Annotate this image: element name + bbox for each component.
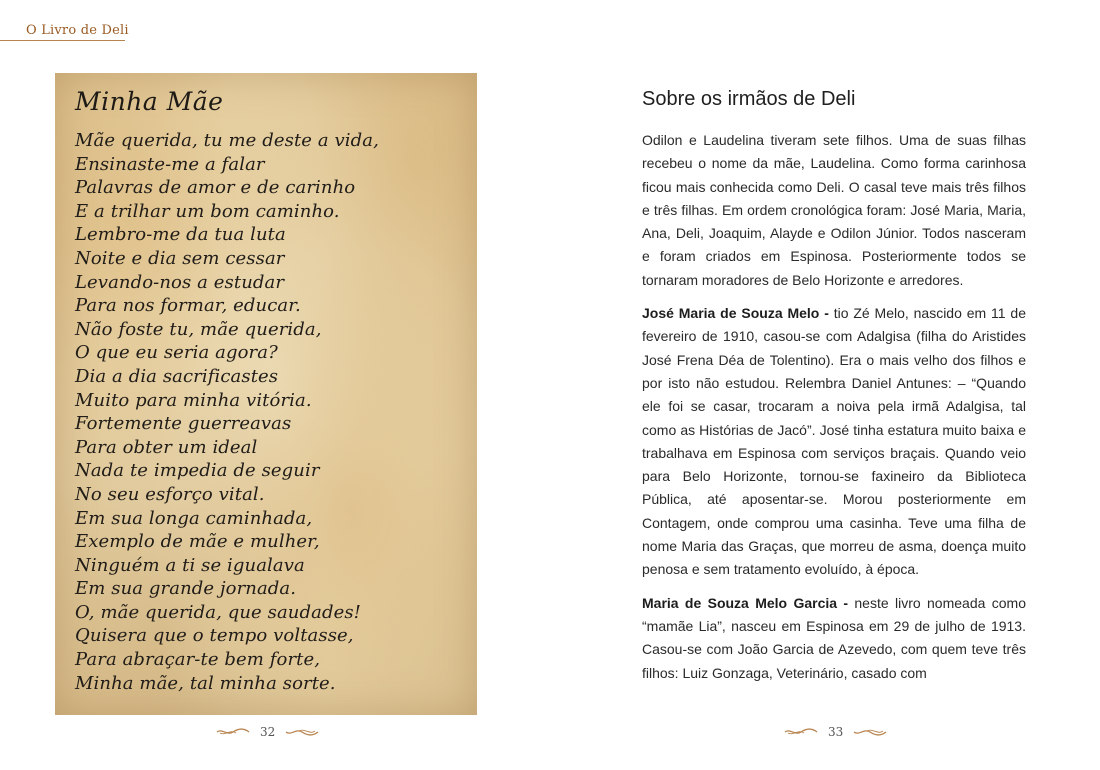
paragraph-jose-maria — [642, 302, 1026, 582]
poem-parchment — [55, 73, 477, 715]
poem-line: Para abraçar-te bem forte, — [75, 649, 321, 671]
flourish-icon — [853, 727, 887, 737]
flourish-icon — [216, 727, 250, 737]
section-title: Sobre os irmãos de Deli — [642, 88, 856, 110]
flourish-icon — [784, 727, 818, 737]
poem-line: Exemplo de mãe e mulher, — [75, 531, 320, 553]
poem-line: Nada te impedia de seguir — [75, 460, 320, 482]
paragraph-lead: José Maria de Souza Melo - — [642, 305, 829, 322]
paragraph-intro: Odilon e Laudelina tiveram sete filhos. Uma de suas filhas recebeu o nome da mãe, Laudelina. Como forma carinhosa ficou mais conhecida como Deli. O casal teve mais três filhos e três filhas. Em ordem cronológica foram: José Maria, Maria, Ana, Deli, Joaquim, Alayde e Odilon Júnior. Todos nasceram e foram criados em Espinosa. Posteriormente todos se tornaram moradores de Belo Horizonte e arredores. — [642, 132, 1026, 288]
poem-line: Mãe querida, tu me deste a vida, — [75, 130, 379, 151]
poem-line: Fortemente guerreavas — [75, 413, 292, 435]
poem-lines — [75, 129, 379, 695]
poem-line: Levando-nos a estudar — [75, 271, 285, 293]
poem-line: Em sua longa caminhada, — [75, 507, 313, 529]
poem-title: Minha Mãe — [75, 87, 224, 116]
poem-line: No seu esforço vital. — [75, 483, 265, 505]
page-number-left — [216, 722, 319, 742]
page-number: 32 — [260, 725, 276, 739]
paragraph-body: neste livro nomeada como “mamãe Lia”, nasceu em Espinosa em 29 de julho de 1913. Casou-se com João Garcia de Azevedo, com quem teve três filhos: Luiz Gonzaga, Veterinário, casado com — [642, 594, 1026, 681]
poem-line: Em sua grande jornada. — [75, 578, 297, 600]
page-number: 33 — [828, 725, 844, 739]
paragraph-lead: Maria de Souza Melo Garcia - — [642, 594, 849, 611]
poem-line: O que eu seria agora? — [75, 342, 278, 364]
right-page-text — [642, 88, 1026, 695]
poem-line: Ensinaste-me a falar — [75, 153, 265, 175]
poem-line: Minha mãe, tal minha sorte. — [75, 672, 336, 694]
paragraph-body: tio Zé Melo, nascido em 11 de fevereiro de 1910, casou-se com Adalgisa (filha do Aristides José Frena Déa de Tolentino). Era o mais velho dos filhos e por isto não estudou. Relembra Daniel Antunes: – “Quando ele foi se casar, trocaram a noiva pela irmã Adalgisa, tal como as Histórias de Jacó”. José tinha estatura muito baixa e trabalhava em Espinosa com serviços braçais. Quando veio para Belo Horizonte, tornou-se faxineiro da Biblioteca Pública, até aposentar-se. Morou posteriormente em Contagem, onde comprou uma casinha. Teve uma filha de nome Maria das Graças, que morreu de asma, doença muito penosa e sem tratamento evoluído, à época. — [642, 305, 1026, 578]
paragraph-maria — [642, 592, 1026, 685]
poem-line: Noite e dia sem cessar — [75, 247, 285, 269]
poem-line: Muito para minha vitória. — [75, 389, 312, 411]
page-number-right — [784, 722, 887, 742]
poem-line: Palavras de amor e de carinho — [75, 177, 356, 199]
header-rule — [0, 40, 125, 41]
flourish-icon — [285, 727, 319, 737]
poem-line: Não foste tu, mãe querida, — [75, 318, 322, 340]
poem-line: Para nos formar, educar. — [75, 295, 301, 317]
poem-line: Ninguém a ti se igualava — [75, 554, 305, 576]
poem-line: E a trilhar um bom caminho. — [75, 200, 340, 222]
poem-line: Lembro-me da tua luta — [75, 224, 286, 246]
poem-line: Dia a dia sacrificastes — [75, 365, 279, 387]
running-header: O Livro de Deli — [26, 23, 129, 38]
poem-line: Quisera que o tempo voltasse, — [75, 625, 354, 647]
poem-line: O, mãe querida, que saudades! — [75, 601, 361, 623]
poem-line: Para obter um ideal — [75, 436, 258, 458]
